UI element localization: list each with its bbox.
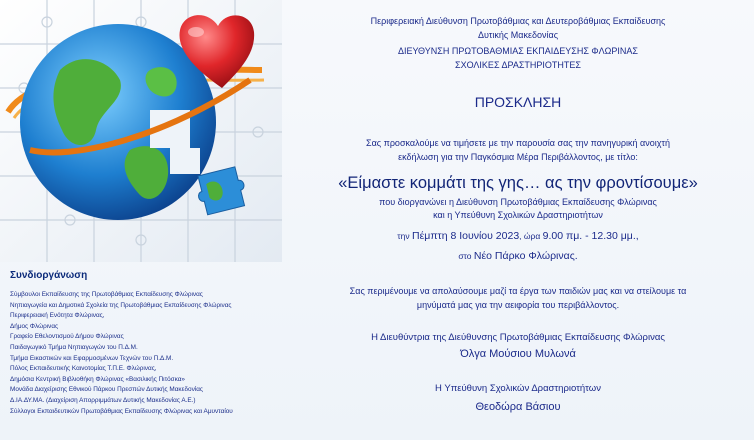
venue-main: Νέο Πάρκο Φλώρινας. [473,250,578,262]
list-item: Γραφείο Εθελοντισμού Δήμου Φλώρινας [10,333,124,341]
header-directorate: ΔΙΕΥΘΥΝΣΗ ΠΡΩΤΟΒΑΘΜΙΑΣ ΕΚΠΑΙΔΕΥΣΗΣ ΦΛΩΡΙΝΑΣ [398,46,638,56]
list-item: Τμήμα Εικαστικών και Εφαρμοσμένων Τεχνών του Π.Δ.Μ. [10,354,174,362]
invitation-heading: ΠΡΟΣΚΛΗΣΗ [474,94,562,110]
closing-line: μηνύματά μας για την αειφορία του περιβάλλοντος. [416,300,620,310]
co-organizers-title: Συνδιοργάνωση [10,270,88,281]
date-time: 9.00 πμ. - 12.30 μμ., [542,230,639,242]
header-region: Δυτικής Μακεδονίας [477,30,559,40]
list-item: Σύμβουλοι Εκπαίδευσης της Πρωτοβάθμιας Εκπαίδευσης Φλώρινας [10,291,203,298]
director-title: Η Διευθύντρια της Διεύθυνσης Πρωτοβάθμιας Εκπαίδευσης Φλώρινας [371,332,665,343]
list-item: Νηπιαγωγεία και Δημοτικά Σχολεία της Πρωτοβάθμιας Εκπαίδευσης Φλώρινας [10,301,232,309]
list-item: Περιφερειακή Ενότητα Φλώρινας, [10,312,105,320]
list-item: Πόλος Εκπαιδευτικής Καινοτομίας Τ.Π.Ε. Φλώρινας, [10,365,157,373]
event-date [282,230,754,242]
intro-line: Σας προσκαλούμε να τιμήσετε με την παρουσία σας την πανηγυρική ανοιχτή [366,138,670,148]
date-main: Πέμπτη 8 Ιουνίου 2023 [412,230,520,242]
date-time-prefix: , ώρα [519,231,543,241]
list-item: Παιδαγωγικό Τμήμα Νηπιαγωγών του Π.Δ.Μ. [10,343,138,351]
responsible-name: Θεοδώρα Βάσιου [475,401,561,413]
venue-prefix: στο [458,251,474,261]
date-prefix: την [397,231,412,241]
intro-line: εκδήλωση για την Παγκόσμια Μέρα Περιβάλλοντος, με τίτλο: [398,152,638,162]
list-item: Δημόσια Κεντρική Βιβλιοθήκη Φλώρινας «Βασιλικής Πιτόσκα» [10,375,185,383]
intro-text [282,136,754,164]
header-regional-directorate: Περιφερειακή Διεύθυνση Πρωτοβάθμιας και Δευτεροβάθμιας Εκπαίδευσης [370,16,666,26]
list-item: Σύλλογοι Εκπαιδευτικών Πρωτοβάθμιας Εκπαίδευσης Φλώρινας και Αμυνταίου [10,407,233,415]
responsible-title: Η Υπεύθυνη Σχολικών Δραστηριοτήτων [435,383,601,394]
header-school-activities: ΣΧΟΛΙΚΕΣ ΔΡΑΣΤΗΡΙΟΤΗΤΕΣ [455,60,581,70]
organizer-line: που διοργανώνει η Διεύθυνση Πρωτοβάθμιας Εκπαίδευσης Φλώρινας [379,197,657,207]
list-item: Δ.ΙΑ.ΔΥ.ΜΑ. (Διαχείριση Απορριμμάτων Δυτικής Μακεδονίας Α.Ε.) [10,396,196,404]
event-title: «Είμαστε κομμάτι της γης… ας την φροντίσουμε» [338,174,698,192]
event-venue [282,250,754,262]
closing-line: Σας περιμένουμε να απολαύσουμε μαζί τα έργα των παιδιών μας και να στείλουμε τα [349,286,687,296]
co-organizers-list [10,290,310,417]
organizer-line: και η Υπεύθυνη Σχολικών Δραστηριοτήτων [433,210,603,220]
list-item: Μονάδα Διαχείρισης Εθνικού Πάρκου Πρεσπών Δυτικής Μακεδονίας [10,386,203,394]
closing-text [282,284,754,312]
puzzle-globe-heart-icon [0,0,282,262]
organizer-text [282,196,754,222]
list-item: Δήμος Φλώρινας [10,322,59,330]
director-name: Όλγα Μούσιου Μυλωνά [460,348,576,360]
